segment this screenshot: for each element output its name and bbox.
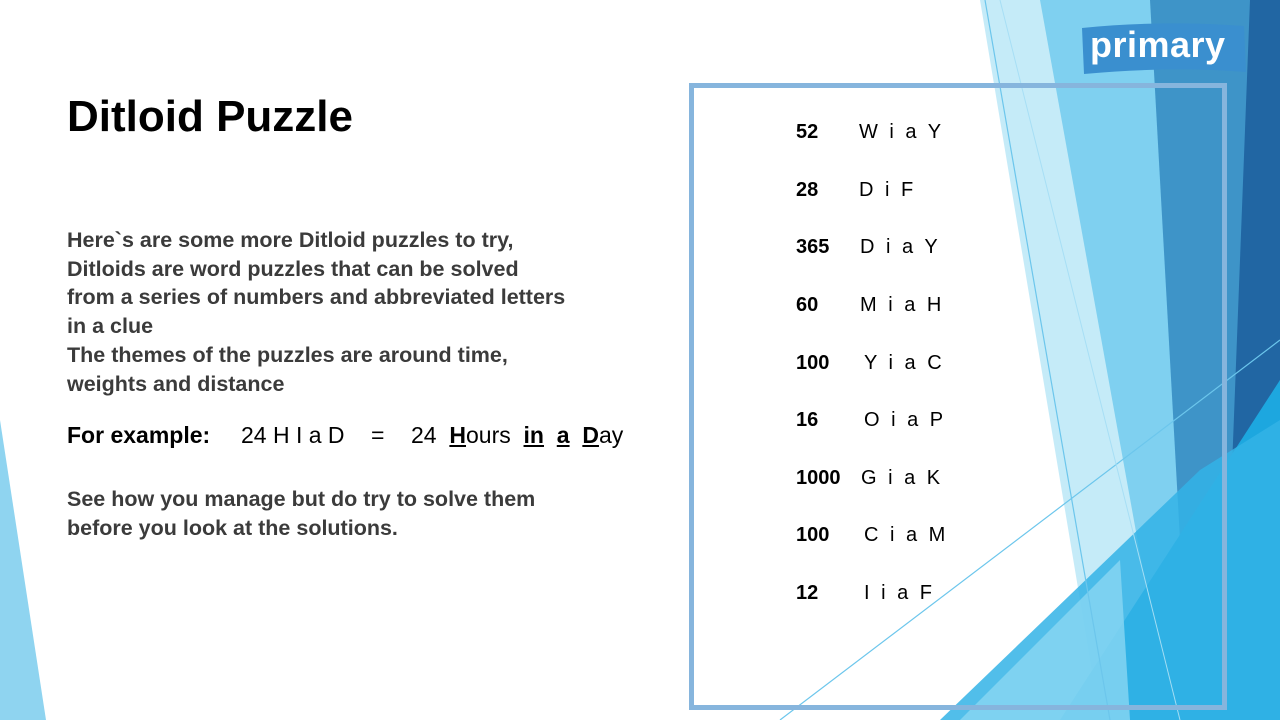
intro-text xyxy=(67,226,647,398)
puzzle-number: 365 xyxy=(796,236,830,258)
puzzle-row xyxy=(796,294,944,324)
puzzle-row xyxy=(796,524,948,554)
answer-word-rest: ay xyxy=(598,422,624,448)
puzzle-number: 12 xyxy=(796,582,819,604)
example-equals: = xyxy=(371,422,385,448)
puzzle-number: 52 xyxy=(796,121,819,143)
puzzle-number: 16 xyxy=(796,409,819,431)
example-clue: 24 H I a D xyxy=(241,422,345,448)
puzzle-number: 100 xyxy=(796,352,830,374)
puzzle-panel xyxy=(689,83,1227,710)
outro-line: before you look at the solutions. xyxy=(67,515,398,540)
intro-line: in a clue xyxy=(67,314,154,339)
outro-text xyxy=(67,485,647,542)
page-title: Ditloid Puzzle xyxy=(67,92,353,141)
puzzle-number: 100 xyxy=(796,524,830,546)
puzzle-clue: C i a M xyxy=(864,524,949,546)
puzzle-row xyxy=(796,352,945,382)
puzzle-row xyxy=(796,121,944,151)
puzzle-number: 28 xyxy=(796,179,819,201)
puzzle-clue: W i a Y xyxy=(859,121,945,143)
puzzle-row xyxy=(796,409,946,439)
left-triangle-shape xyxy=(0,420,46,720)
example-line xyxy=(67,422,623,449)
outro-line: See how you manage but do try to solve them xyxy=(67,487,536,511)
intro-line: weights and distance xyxy=(67,371,285,396)
answer-word-initial: H xyxy=(449,422,466,448)
puzzle-row xyxy=(796,236,941,266)
puzzle-clue: I i a F xyxy=(864,582,936,604)
intro-line: The themes of the puzzles are around time, xyxy=(67,342,508,367)
puzzle-clue: D i a Y xyxy=(860,236,941,258)
puzzle-clue: D i F xyxy=(859,179,917,201)
puzzle-clue: Y i a C xyxy=(864,352,945,374)
puzzle-clue: G i a K xyxy=(861,467,944,489)
puzzle-row xyxy=(796,582,935,612)
brand-logo-text: primary xyxy=(1090,24,1226,65)
intro-line: Here`s are some more Ditloid puzzles to try, xyxy=(67,228,514,252)
example-label: For example: xyxy=(67,422,211,448)
intro-line: Ditloids are word puzzles that can be solved xyxy=(67,256,519,281)
answer-word-rest: ours xyxy=(466,422,511,448)
puzzle-clue: O i a P xyxy=(864,409,947,431)
answer-word-initial: a xyxy=(556,422,570,448)
puzzle-number: 1000 xyxy=(796,467,841,489)
answer-word-initial: in xyxy=(523,422,544,448)
intro-line: from a series of numbers and abbreviated letters xyxy=(67,285,566,310)
answer-word-initial: D xyxy=(582,422,599,448)
puzzle-number: 60 xyxy=(796,294,819,316)
puzzle-row xyxy=(796,179,916,209)
puzzle-clue: M i a H xyxy=(860,294,945,316)
puzzle-row xyxy=(796,467,943,497)
example-answer xyxy=(411,422,623,448)
example-answer-number: 24 xyxy=(411,422,437,448)
